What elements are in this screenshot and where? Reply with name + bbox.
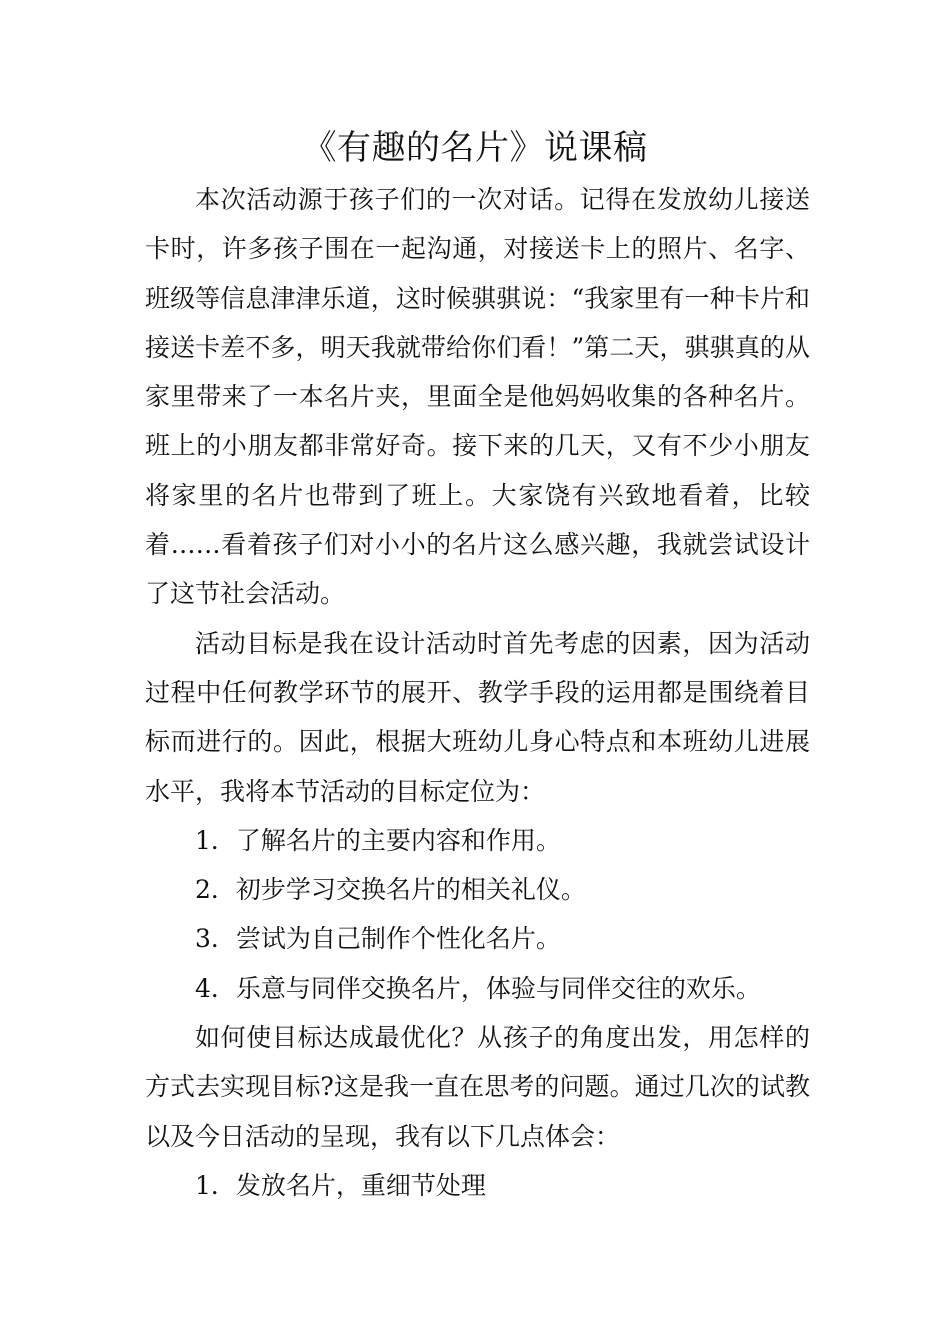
document-body bbox=[145, 175, 810, 1210]
goal-item-3: 3．尝试为自己制作个性化名片。 bbox=[195, 924, 561, 954]
document-title: 《有趣的名片》说课稿 bbox=[302, 128, 648, 168]
section-heading-1: 1．发放名片，重细节处理 bbox=[195, 1170, 486, 1200]
goal-item-4: 4．乐意与同伴交换名片，体验与同伴交往的欢乐。 bbox=[195, 973, 761, 1003]
goal-item-2: 2．初步学习交换名片的相关礼仪。 bbox=[195, 875, 586, 905]
paragraph-goals-intro: 活动目标是我在设计活动时首先考虑的因素，因为活动过程中任何教学环节的展开、教学手段的运用都是围绕着目标而进行的。因此，根据大班幼儿身心特点和本班幼儿进展水平，我将本节活动的目标定位为： bbox=[145, 628, 810, 806]
paragraph-reflection: 如何使目标达成最优化？从孩子的角度出发，用怎样的方式去实现目标?这是我一直在思考的问题。通过几次的试教以及今日活动的呈现，我有以下几点体会： bbox=[145, 1023, 810, 1151]
goal-item-1: 1．了解名片的主要内容和作用。 bbox=[195, 825, 561, 855]
paragraph-origin: 本次活动源于孩子们的一次对话。记得在发放幼儿接送卡时，许多孩子围在一起沟通，对接送卡上的照片、名字、班级等信息津津乐道，这时候骐骐说：“我家里有一种卡片和接送卡差不多，明天我就带给你们看！”第二天，骐骐真的从家里带来了一本名片夹，里面全是他妈妈收集的各种名片。班上的小朋友都非常好奇。接下来的几天，又有不少小朋友将家里的名片也带到了班上。大家饶有兴致地看着，比较着……看着孩子们对小小的名片这么感兴趣，我就尝试设计了这节社会活动。 bbox=[145, 185, 810, 609]
